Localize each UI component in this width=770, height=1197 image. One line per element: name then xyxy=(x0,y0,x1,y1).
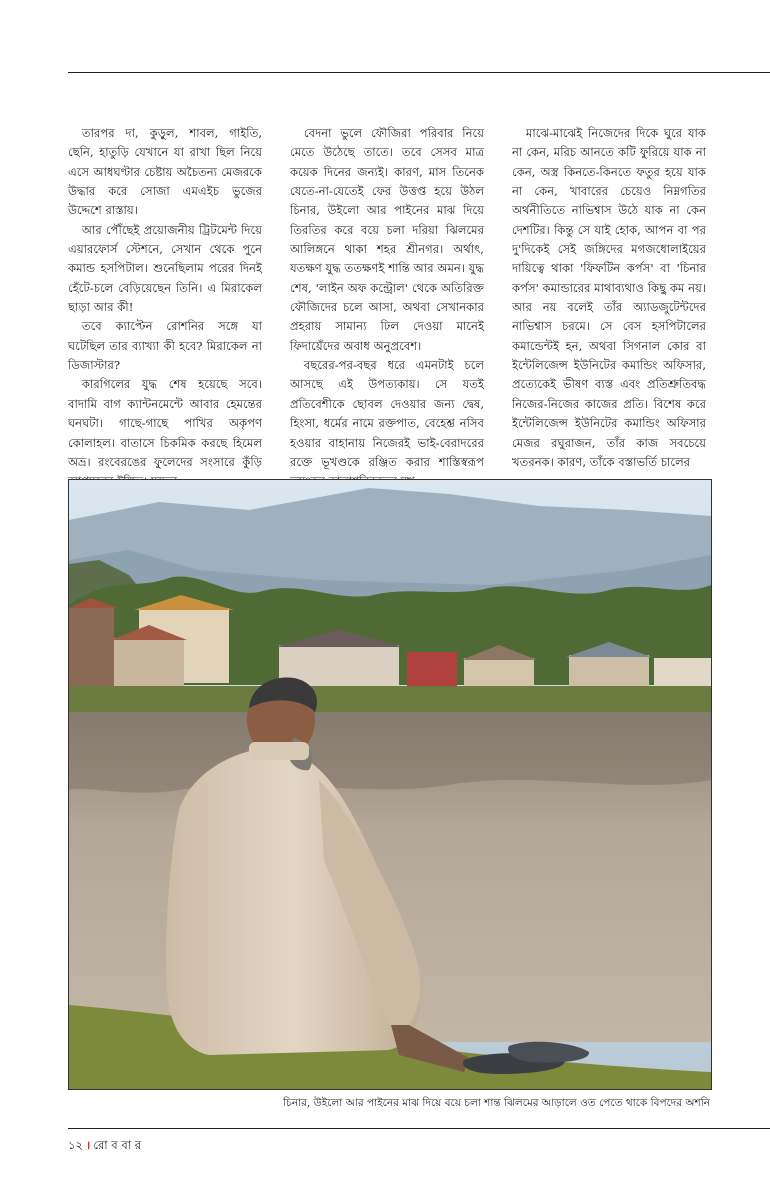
article-column-1 xyxy=(68,124,262,469)
paragraph: কারগিলের যুদ্ধ শেষ হয়েছে সবে। বাদামি বাগ ক্যান্টনমেন্টে আবার হেমন্তের ঘনঘটা। গাছে-গাছে পাখির অকৃপণ কোলাহল। বাতাসে চিকমিক করছে হিমেল অভ্র। রংবেরঙের ফুলেদের সংসারে কুঁড়ি xyxy=(68,377,262,469)
photo-caption: চিনার, উইলো আর পাইনের মাঝ দিয়ে বয়ে চলা শান্ত ঝিলমের আড়ালে ওত পেতে থাকে বিপদের অশনি xyxy=(283,1097,710,1109)
paragraph: বছরের-পর-বছর ধরে এমনটাই চলে আসছে এই উপত্যকায়। সে যতই প্রতিবেশীকে ছোবল দেওয়ার জন্য দ্বেষ, হিংসা, ধর্মের নামে রক্তপাত, বেহেশ্ত নসিব হওয়ার বাহানায় নিজেরই ভাই-বেরাদরের রক্তে ভূখণ্ডকে রঞ্জিত করার শাস্তিস্বরূপ xyxy=(290,358,484,469)
header-rule xyxy=(68,72,770,73)
paragraph: মাঝে-মাঝেই নিজেদের দিকে ঘুরে যাক না কেন, মরিচ আনতে কটি ফুরিয়ে যাক না কেন, অস্ত্র কিনতে-কিনতে ফতুর হয়ে যাক না কেন, খাবারের চেয়েও নিম্নগতির অর্থনীতিতে নাভিশ্বাস উঠে যাক না কেন দেশটির। কিন্তু সে যাই হোক, আপন বা পর দু'দিকেই সেই জঙ্গিদের মগজধোলাইয়ের দায়িত্বে থাকা 'ফিফটিন কর্পস' বা 'চিনার কর্পস' কমান্ডারের মাথাব্যথাও কিছু কম নয়। আর নয় বলেই তাঁর অ্যাডজুটেন্টদের নাভিশ্বাস চরমে। সে বেস হসপিটালের কমান্ডেন্টই হন, অথবা সিগনাল কোর বা ইন্টেলিজেন্স ইউনিটের কমান্ডিং অফিসার, প্রত্যেকেই ভীষণ ব্যস্ত এবং প্রতিশ্রুতিবদ্ধ নিজের-নিজের কাজের প্রতি। বিশেষ করে ইন্টেলিজেন্স ইউনিটের কমান্ডিং অফিসার মেজর রঘুরাজন, তাঁর কাজ সবচেয়ে খতরনক। কারণ, তাঁকে বস্তাভর্তি চালের xyxy=(512,126,706,469)
far-bank xyxy=(69,686,711,712)
folio-separator: । xyxy=(85,1138,91,1152)
water-reflection xyxy=(69,712,711,793)
article-body xyxy=(68,124,718,469)
article-column-3 xyxy=(512,124,706,469)
footer-rule xyxy=(68,1128,770,1129)
article-column-2 xyxy=(290,124,484,469)
magazine-name: রো ব বা র xyxy=(93,1138,142,1152)
paragraph: তবে ক্যাপ্টেন রোশনির সঙ্গে যা ঘটেছিল তার ব্যাখ্যা কী হবে? মিরাকেল না ডিজাস্টার? xyxy=(68,319,262,373)
paragraph: তারপর দা, কুড়ুল, শাবল, গাইতি, ছেনি, হাতুড়ি যেখানে যা রাখা ছিল নিয়ে এসে আধঘণ্টার চেষ্টায় অচৈতন্য মেজরকে উদ্ধার করে সোজা এমএইচ ভুজের উদ্দেশে রাস্তায়। xyxy=(68,126,262,218)
page-number: ১২ xyxy=(68,1138,83,1152)
paragraph: আর পৌঁছেই প্রয়োজনীয় ট্রিটমেন্ট দিয়ে এয়ারফোর্স স্টেশনে, সেখান থেকে পুনে কমান্ড হসপিটাল। শুনেছিলাম পরের দিনই হেঁটে-চলে বেড়িয়েছেন তিনি। এ মিরাকেল ছাড়া আর কী! xyxy=(68,222,262,315)
lake-photo xyxy=(68,479,712,1090)
page-folio xyxy=(68,1137,141,1156)
paragraph: বেদনা ভুলে ফৌজিরা পরিবার নিয়ে মেতে উঠেছে তাতে। তবে সেসব মাত্র কয়েক দিনের জন্যই। কারণ, মাস তিনেক যেতে-না-যেতেই ফের উত্তপ্ত হয়ে উঠল চিনার, উইলো আর পাইনের মাঝ দিয়ে তিরতির করে বয়ে চলা দরিয়া ঝিলমের আলিঙ্গনে থাকা শহর শ্রীনগর। অর্থাৎ, যতক্ষণ যুদ্ধ ততক্ষণই শান্তি আর অমন। যুদ্ধ শেষ, 'লাইন অফ কন্ট্রোল' থেকে অতিরিক্ত ফৌজিদের চলে আসা, অথবা সেখানকার প্রহরায় সামান্য ঢিল দেওয়া মানেই ফিদায়েঁদের অবাধ অনুপ্রবেশ। xyxy=(290,126,484,353)
